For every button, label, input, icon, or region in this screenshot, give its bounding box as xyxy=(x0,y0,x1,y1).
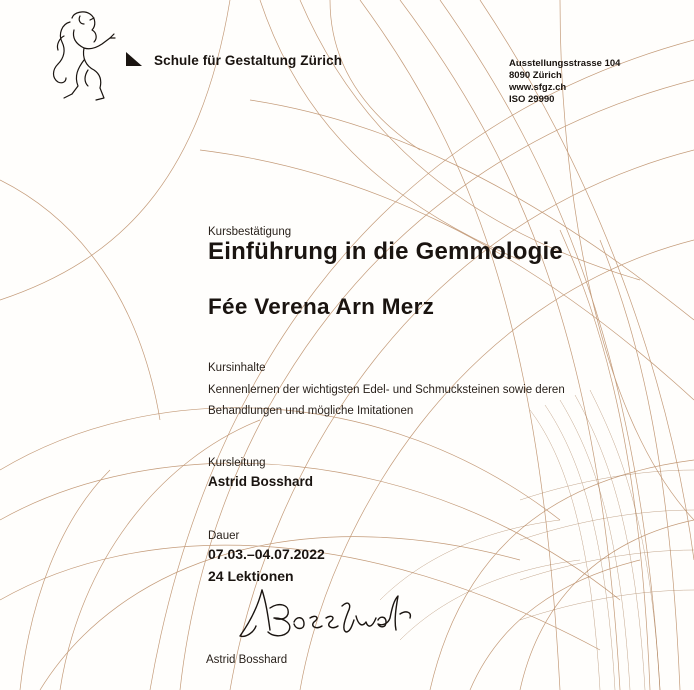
signature xyxy=(232,586,442,646)
address-city: 8090 Zürich xyxy=(509,70,562,81)
address-iso: ISO 29990 xyxy=(509,94,555,105)
course-dates: 07.03.–04.07.2022 xyxy=(208,546,325,562)
participant-name: Fée Verena Arn Merz xyxy=(208,294,435,319)
school-name: Schule für Gestaltung Zürich xyxy=(154,53,343,68)
address-street: Ausstellungsstrasse 104 xyxy=(509,58,621,69)
course-title: Einführung in die Gemmologie xyxy=(208,238,563,265)
triangle-mark-icon xyxy=(126,52,142,66)
lead-name: Astrid Bosshard xyxy=(208,474,314,489)
signer-name: Astrid Bosshard xyxy=(206,654,288,666)
lion-crest-icon xyxy=(44,8,124,108)
lead-label: Kursleitung xyxy=(208,457,266,469)
address-website: www.sfgz.ch xyxy=(509,82,567,93)
duration-label: Dauer xyxy=(208,530,240,542)
school-address xyxy=(509,58,620,106)
course-content: Kennenlernen der wichtigsten Edel- und Schmucksteinen sowie deren Behandlungen und mögliche Imitationen xyxy=(208,384,565,417)
course-label: Kursbestätigung xyxy=(208,226,292,238)
lesson-count: 24 Lektionen xyxy=(208,568,294,584)
content-label: Kursinhalte xyxy=(208,362,266,374)
